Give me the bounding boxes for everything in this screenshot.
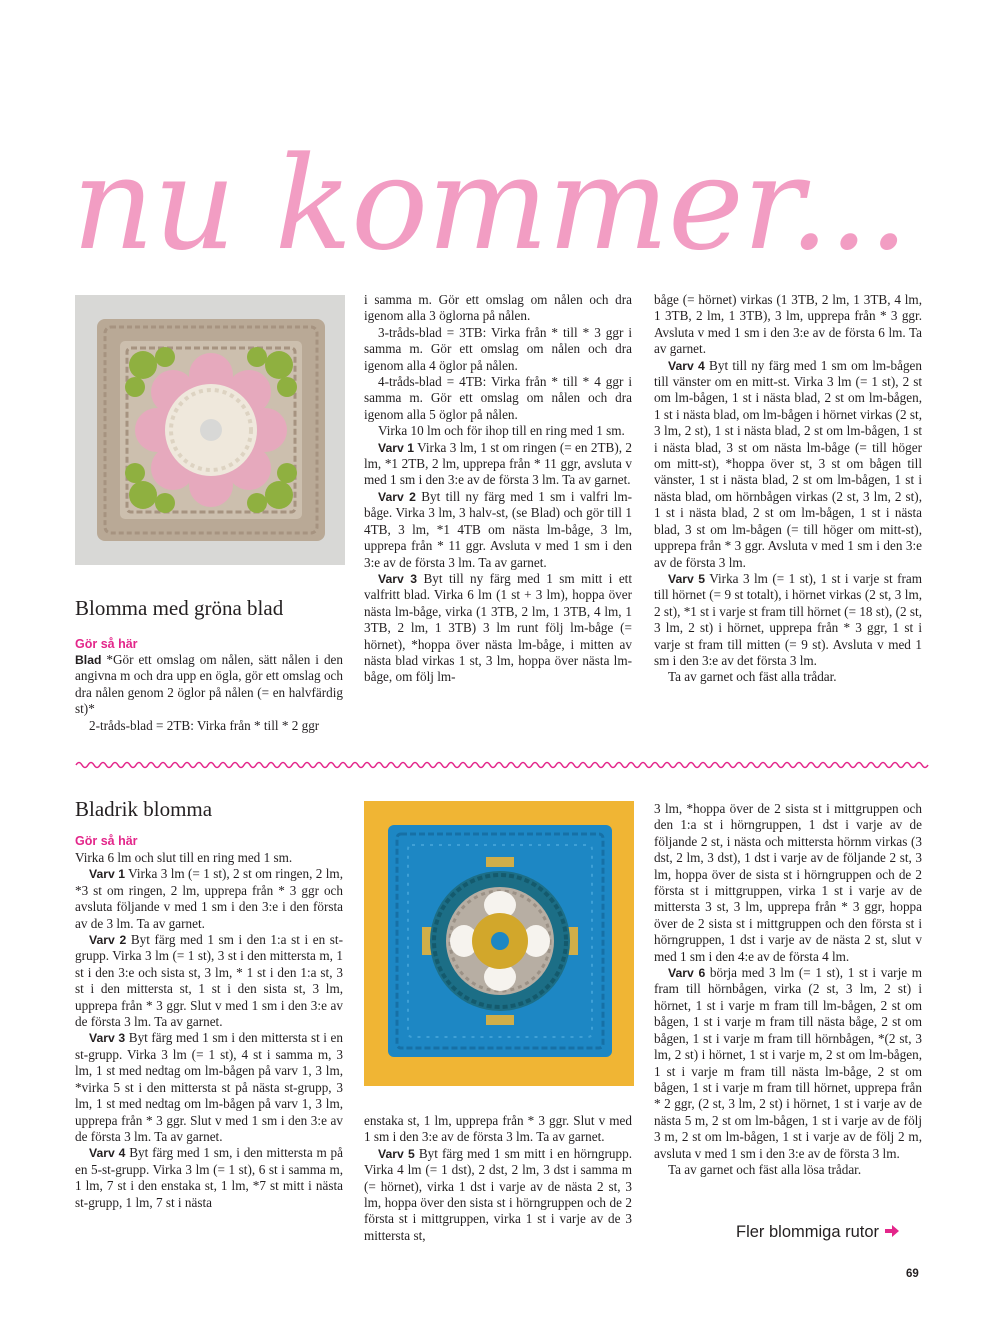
headline-text: nu kommer... [72,130,908,279]
pattern2-title: Bladrik blomma [75,797,213,821]
more-flowery-squares-link[interactable] [736,1223,899,1242]
text-paragraph: i samma m. Gör ett omslag om nålen och dra igenom alla 3 öglorna på nålen. [364,292,632,324]
text-paragraph: Ta av garnet och fäst alla trådar. [668,669,837,685]
text-paragraph: Varv 6 börja med 3 lm (= 1 st), 1 st i varje m fram till hörnbågen, virka (2 st, 3 lm, 2 st) i hörnet, 1 st i varje m fram till lm-bågen, 2 st om bågen, 1 st i varje m fram till nästa båge, 2 st om bågen, 1 st i varje m fram till hörnbågen, *(2 st, 3 lm, 2 st) i hörnet, 1 st i varje m, 2 st om lm-bågen, 1 st i varje m fram till nästa lm-båge, 2 st om bågen, 1 st i varje m fram till hörnet, upprepa från * 2 ggr, (2 st, 3 lm, 2 st) i hörnet, 1 st i varje av de nästa 5 m, 2 st om lm-bågen, 1 st i varje av de följ 3 m, 2 st om lm-bågen, 1 st i varje av de följ 2 m, avsluta v med 1 sm i den 3:e av de första 3 lm. [654,965,923,1161]
text-paragraph: Varv 3 Byt färg med 1 sm i den mittersta st i en st-grupp. Virka 3 lm (= 1 st), 4 st i samma m, 3 lm, 1 st med nedtag om lm-bågen på varv 1, 3 lm, *virka 5 st i den mittersta st på nästa st-grupp, 3 lm, 1 st med nedtag om lm-bågen på varv 1, 3 lm, upprepa från * 3 ggr. Slut v med 1 sm i den 3:e av de första 3 lm. Ta av garnet. [75,1030,343,1144]
more-link-label: Fler blommiga rutor [736,1223,880,1241]
page-number: 69 [906,1268,919,1280]
pattern1-subtitle: Gör så här [75,637,138,651]
text-paragraph: Varv 5 Byt färg med 1 sm mitt i en hörngrupp. Virka 4 lm (= 1 dst), 2 dst, 2 lm, 3 dst i samma m (= hörnet), virka 1 dst i varje av de nästa 2 st, 3 lm, hoppa över den sista st i hörngruppen och de 2 första st i mittgruppen, virka 1 st i varje av de 3 mittersta st, [364,1145,632,1243]
text-paragraph: Varv 2 Byt till ny färg med 1 sm i valfri lm-båge. Virka 3 lm, 3 halv-st, (se Blad) och gör till 1 4TB, 3 lm, *1 4TB om nästa lm-båge, 3 lm, upprepa från * 11 ggr. Avsluta v med 1 sm i den 3:e av de första 3 lm. Ta av garnet. [364,488,632,570]
text-paragraph: Varv 4 Byt till ny färg med 1 sm om lm-bågen till vänster om en mitt-st. Virka 3 lm (= 1 st), 2 st om lm-bågen, 1 st i nästa blad, 2 st om lm-bågen, 1 st i nästa blad, om lm-bågen i hörnet virkas (2 st, 3 lm, 2 st), 1 st i nästa blad, 2 st om lm-bågen, 1 st i nästa blad, 3 st om nästa lm-båge (= till höger om mitt-st), *hoppa över st, 3 st om bågen till vänster, 1 st i nästa blad, 2 st om lm-bågen, 1 st i nästa blad, om hörnbågen virkas (2 st, 3 lm, 2 st), 1 st i nästa blad, 2 st om lm-bågen, 1 st i nästa blad, 3 st om lm-bågen (= till höger om mitt-st), upprepa från * 3 ggr. Avsluta v med 1 sm i den 3:e av de första 3 lm. [654,357,922,570]
pattern1-title: Blomma med gröna blad [75,596,284,620]
text-paragraph: Varv 2 Byt färg med 1 sm i den 1:a st i en st-grupp. Virka 3 lm (= 1 st), 3 st i den mittersta m, 1 st i den 3:e och sista st, 3 lm, * 1 st i den 1:a st, 3 st i den mittersta st, 1 st i den sista st, 3 lm, upprepa från * 3 ggr. Slut v med 1 sm i den 3:e av de första 3 lm. Ta av garnet. [75,932,343,1030]
photo-leafy-flower [364,801,634,1086]
text-paragraph: Virka 10 lm och för ihop till en ring med 1 sm. [378,423,625,439]
text-paragraph: enstaka st, 1 lm, upprepa från * 3 ggr. Slut v med 1 sm i den 3:e av de första 3 lm. Ta av garnet. [364,1113,632,1145]
pattern1-col1 [75,652,343,734]
text-paragraph: båge (= hörnet) virkas (1 3TB, 2 lm, 1 3TB, 4 lm, 1 3TB, 2 lm, 1 3TB), 3 lm, upprepa från * 3 ggr. Avsluta v med 1 sm i den 3:e av de första 6 lm. Ta av garnet. [654,292,922,357]
text-paragraph: Blad *Gör ett omslag om nålen, sätt nålen i den angivna m och dra upp en ögla, gör ett omslag och dra nålen genom 2 öglor på nålen (= en halvfärdig st)* [75,652,343,717]
pattern2-col3 [654,801,922,1178]
headline [68,118,908,288]
text-paragraph: Varv 1 Virka 3 lm, 1 st om ringen (= en 2TB), 2 lm, *1 2TB, 2 lm, upprepa från * 11 ggr, avsluta v med 1 sm i den 3:e av de första 3 lm. Ta av garnet. [364,439,632,488]
pattern2-col1 [75,850,343,1211]
photo-flower-green-leaves [75,295,345,565]
text-paragraph: 3 lm, *hoppa över de 2 sista st i mittgruppen och den 1:a st i hörngruppen, 1 dst i varje av de följande 2 st, i nästa och mittersta hörnm virkas (3 dst, 2 lm, 3 dst), 1 dst i varje av de följande 2 st, 3 lm, hoppa över de sista st i hörngruppen och de 2 första st i mittgruppen, virka 1 st i varje av de mittersta 3 st, 3 lm, upprepa från * 3 ggr, hoppa över de 2 sista st i mittgruppen och den första st i hörngruppen, 1 dst i varje av de nästa 2 st, slut v med 1 sm i den 4:e av de första 4 lm. [654,801,922,964]
pattern2-col2 [364,1113,632,1244]
text-paragraph: Varv 1 Virka 3 lm (= 1 st), 2 st om ringen, 2 lm, *3 st om ringen, 2 lm, upprepa från * 3 ggr och avsluta följande v med 1 sm i den 3:e i den första av de 3 lm. Ta av garnet. [75,866,343,931]
text-paragraph: 4-tråds-blad = 4TB: Virka från * till * 4 ggr i samma m. Gör ett omslag om nålen och dra igenom alla 5 öglor på nålen. [364,374,632,422]
headline-script [68,118,908,288]
pattern1-col3 [654,292,922,686]
text-paragraph: Varv 5 Virka 3 lm (= 1 st), 1 st i varje st fram till hörnet (= 9 st totalt), i hörnet virkas (2 st, 3 lm, 2 st), *1 st i varje st fram till hörnet (= 18 st), (2 st, 3 lm, 2 st) i hörnet, upprepa från * 3 ggr, 1 st i varje st fram till mitten (= 9 st). Avsluta v med 1 sm i den 3:e av det första 3 lm. [654,570,922,668]
wavy-divider [76,758,922,772]
text-paragraph: 3-tråds-blad = 3TB: Virka från * till * 3 ggr i samma m. Gör ett omslag om nålen och dra igenom alla 4 öglor på nålen. [364,324,632,373]
text-paragraph: 2-tråds-blad = 2TB: Virka från * till * 2 ggr [89,717,320,733]
text-paragraph: Varv 3 Byt till ny färg med 1 sm mitt i ett valfritt blad. Virka 6 lm (1 st + 3 lm), hoppa över nästa lm-båge, virka (1 3TB, 2 lm, 1 3TB, 4 lm, 1 3TB, 2 lm, 1 3TB) 3 lm runt följ lm-båge (= hörnet), *hoppa över nästa lm-båge, i mitten av nästa blad virkas 1 st, 3 lm, hoppa över nästa lm-båge, om följ lm- [364,570,633,685]
text-paragraph: Ta av garnet och fäst alla lösa trådar. [668,1161,862,1177]
arrow-right-icon [885,1223,899,1242]
pattern2-subtitle: Gör så här [75,834,138,848]
text-paragraph: Varv 4 Byt färg med 1 sm, i den mittersta m på en 5-st-grupp. Virka 3 lm (= 1 st), 6 st i samma m, 1 lm, 7 st i den enstaka st, 1 lm, *7 st mitt i nästa st-grupp, 1 lm, 7 st i nästa [75,1145,343,1210]
text-paragraph: Virka 6 lm och slut till en ring med 1 sm. [75,850,293,865]
pattern1-col2 [364,292,632,686]
